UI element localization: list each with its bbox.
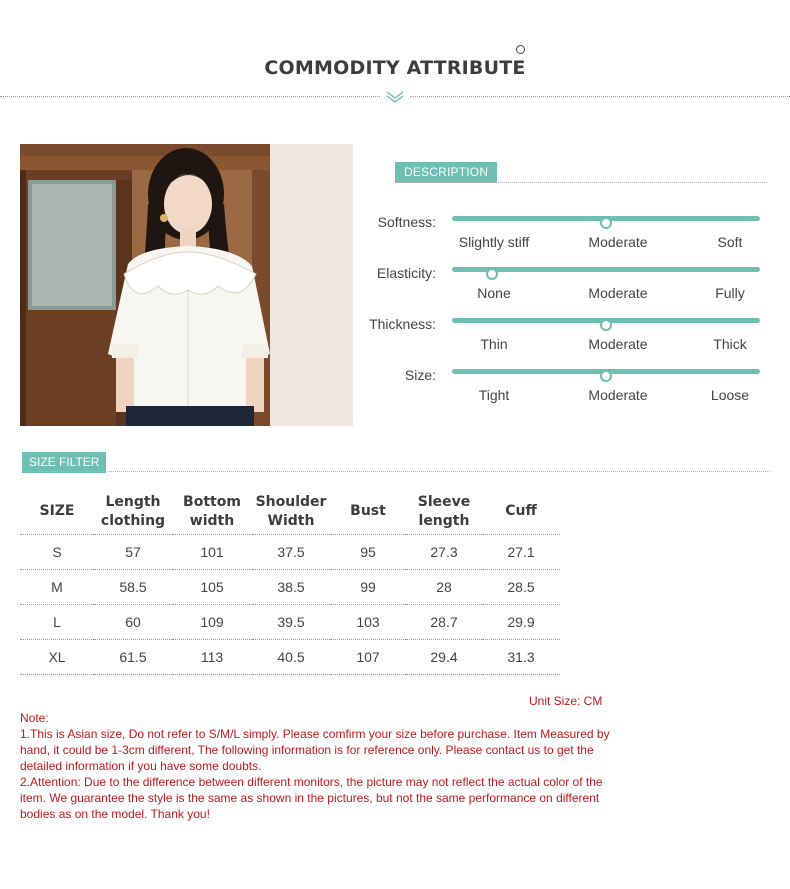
dotted-divider-right [410,96,790,97]
attribute-option-high: Loose [710,387,750,403]
table-row [20,604,560,639]
double-chevron-down-icon [386,90,404,104]
table-cell: 37.5 [252,534,330,569]
table-row [20,639,560,674]
product-photo [20,144,353,426]
note-line-1: 1.This is Asian size, Do not refer to S/M/L simply. Please comfirm your size before purchase. Item Measured by hand, it could be 1-3cm different, The following information is for reference only. Please contact us to get the detailed information if you have some doubts. [20,727,610,773]
table-row [20,569,560,604]
unit-size-label: Unit Size: CM [529,694,603,708]
table-cell: 29.4 [406,639,482,674]
column-header-cuff: Cuff [482,490,560,534]
attribute-label: Thickness: [369,316,436,332]
table-cell: 27.1 [482,534,560,569]
attribute-option-mid: Moderate [588,285,648,301]
table-cell: 103 [330,604,406,639]
attribute-option-mid: Moderate [588,234,648,250]
table-cell: L [20,604,94,639]
table-cell: 31.3 [482,639,560,674]
table-cell: 57 [94,534,172,569]
attribute-option-low: None [477,285,511,301]
attribute-option-high: Thick [713,336,747,352]
table-cell: 27.3 [406,534,482,569]
degree-circle-icon [516,45,525,54]
table-cell: 28.5 [482,569,560,604]
attribute-option-mid: Moderate [588,336,648,352]
column-header-shoulder-width: Shoulder Width [252,490,330,534]
table-cell: S [20,534,94,569]
note-title: Note: [20,711,49,725]
table-cell: 61.5 [94,639,172,674]
size-filter-divider [22,471,770,472]
table-cell: 109 [172,604,252,639]
attribute-elasticity [340,262,780,308]
attribute-option-low: Slightly stiff [458,234,530,250]
attribute-label: Softness: [377,214,436,230]
attribute-level-marker [600,319,612,331]
attribute-level-marker [486,268,498,280]
note-block [20,710,610,822]
table-cell: 39.5 [252,604,330,639]
table-cell: 113 [172,639,252,674]
column-header-bust: Bust [330,490,406,534]
attribute-thickness [340,313,780,359]
table-cell: 95 [330,534,406,569]
attribute-option-low: Thin [480,336,508,352]
table-cell: 29.9 [482,604,560,639]
section-header [0,0,790,110]
table-row [20,534,560,569]
attribute-scale-bar [452,267,760,272]
attribute-size [340,364,780,410]
table-cell: 38.5 [252,569,330,604]
attribute-option-high: Soft [717,234,743,250]
table-cell: 28 [406,569,482,604]
column-header-sleeve-length: Sleeve length [406,490,482,534]
note-line-2: 2.Attention: Due to the difference between different monitors, the picture may not reflect the actual color of the item. We guarantee the style is the same as shown in the pictures, but not the same performance on different bodies as on the model. Thank you! [20,775,603,821]
table-cell: M [20,569,94,604]
attribute-option-mid: Moderate [588,387,648,403]
page-title: COMMODITY ATTRIBUTE [264,57,526,79]
attribute-label: Size: [404,367,436,383]
table-cell: 99 [330,569,406,604]
table-cell: 107 [330,639,406,674]
attribute-scale-bar [452,318,760,323]
column-header-length-clothing: Length clothing [94,490,172,534]
attribute-option-high: Fully [715,285,745,301]
attribute-label: Elasticity: [376,265,436,281]
column-header-size: SIZE [20,490,94,534]
attribute-level-marker [600,217,612,229]
attribute-scale-bar [452,216,760,221]
table-cell: 101 [172,534,252,569]
size-filter-tag: SIZE FILTER [22,452,106,473]
attribute-scale-bar [452,369,760,374]
size-chart-table [20,490,560,675]
dotted-divider-left [0,96,380,97]
attribute-level-marker [600,370,612,382]
attribute-option-low: Tight [478,387,510,403]
table-cell: XL [20,639,94,674]
description-divider [395,182,767,183]
table-cell: 40.5 [252,639,330,674]
table-cell: 60 [94,604,172,639]
table-cell: 28.7 [406,604,482,639]
description-tag: DESCRIPTION [395,162,497,183]
column-header-bottom-width: Bottom width [172,490,252,534]
table-cell: 105 [172,569,252,604]
table-header-row [20,490,560,534]
attribute-softness [340,211,780,257]
table-cell: 58.5 [94,569,172,604]
